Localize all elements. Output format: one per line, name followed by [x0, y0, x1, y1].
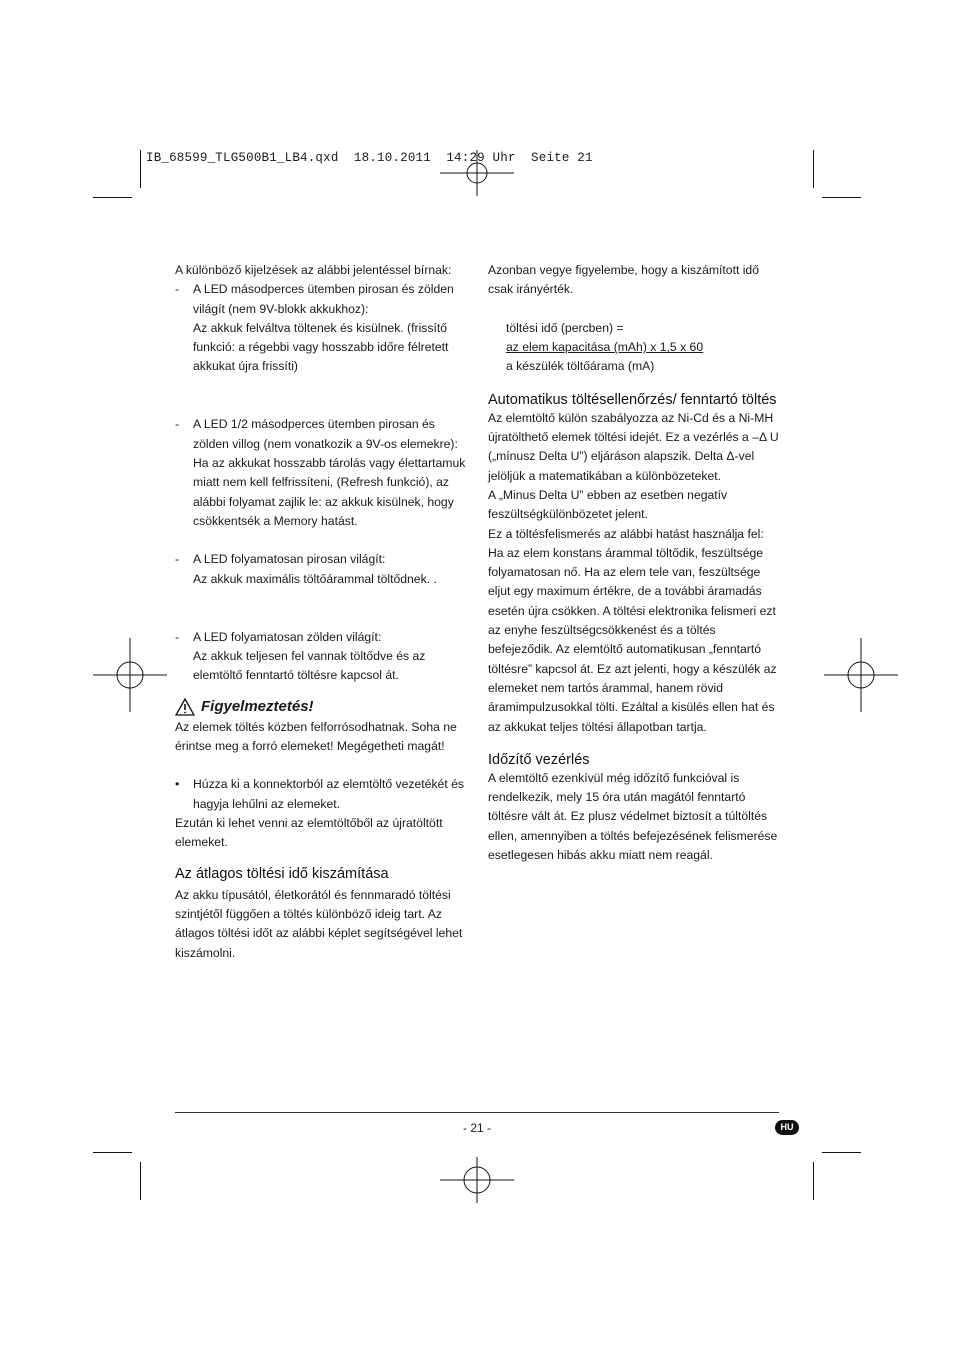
registration-mark-left: [93, 638, 167, 712]
item-title: A LED folyamatosan pirosan világít:: [193, 552, 386, 567]
crop-mark: [813, 1162, 814, 1200]
timer-heading: Időzítő vezérlés: [488, 751, 590, 768]
warning-text: Az elemek töltés közben felforrósodhatnak. Soha ne érintse meg a forró elemeket! Megégetheti magát!: [175, 719, 457, 753]
registration-mark-bottom: [440, 1143, 514, 1217]
auto-text-2: A „Minus Delta U” ebben az esetben negatív feszültségkülönbözetet jelent.: [488, 487, 728, 522]
formula-denominator: a készülék töltőárama (mA): [506, 359, 655, 374]
registration-mark-right: [824, 638, 898, 712]
warning-triangle-icon: [175, 698, 195, 716]
dash-mark: -: [175, 552, 180, 567]
language-badge: HU: [775, 1120, 799, 1135]
registration-mark-top: [440, 136, 514, 210]
crop-mark: [813, 150, 814, 188]
crop-mark: [822, 197, 861, 198]
item-title: A LED folyamatosan zölden világít:: [193, 629, 382, 644]
item-text: Az akkuk maximális töltőárammal töltődnek. .: [193, 571, 437, 586]
bullet-mark: •: [175, 777, 180, 792]
right-column: [488, 261, 780, 865]
formula-label: töltési idő (percben) =: [506, 320, 624, 335]
bullet-text: Húzza ki a konnektorból az elemtöltő vezetékét és hagyja lehűlni az elemeket.: [193, 777, 464, 811]
item-text: Az akkuk felváltva töltenek és kisülnek. (frissítő funkció: a régebbi vagy hosszabb időre félretett akkukat újra frissíti): [193, 320, 449, 374]
crop-mark: [822, 1152, 861, 1153]
formula: [488, 319, 780, 377]
timer-text: A elemtöltő ezenkívül még időzítő funkcióval is rendelkezik, mely 15 óra után magától fenntartó töltésre vált át. Ez plusz védelmet biztosít a túltöltés ellen, amennyiben a töltés befejezésének felismerése esetlegesen hibás akku miatt nem reagál.: [488, 770, 778, 863]
list-item: [175, 550, 467, 589]
item-text: Az akkuk teljesen fel vannak töltődve és az elemtöltő fenntartó töltésre kapcsol át.: [193, 648, 426, 683]
intro-text: A különböző kijelzések az alábbi jelentéssel bírnak:: [175, 263, 452, 277]
item-title: A LED másodperces ütemben pirosan és zölden világít (nem 9V-blokk akkukhoz):: [193, 282, 454, 316]
list-item: [175, 628, 467, 686]
item-title: A LED 1/2 másodperces ütemben pirosan és zölden villog (nem vonatkozik a 9V-os elemekre): Ha az akkukat hosszabb tárolás vagy élettartamuk miatt nem kell felfrissíteni, (Refresh funkció), az alábbi folyamat zajlik le: az akkuk kisülnek, hogy csökkentsék a Memory hatást.: [193, 417, 466, 528]
list-item: [175, 280, 467, 376]
crop-mark: [140, 1162, 141, 1200]
auto-text-1: Az elemtöltő külön szabályozza az Ni-Cd és a Ni-MH újratölthető elemek töltési idejét. Ez a vezérlés a –Δ U („mínusz Delta U”) eljáráson alapszik. Delta Δ-vel jelöljük a matematikában a különbözeteket.: [488, 410, 779, 483]
formula-numerator: az elem kapacitása (mAh) x 1,5 x 60: [506, 340, 704, 355]
warning-title: Figyelmeztetés!: [201, 697, 314, 715]
crop-mark: [93, 197, 132, 198]
dash-mark: -: [175, 629, 180, 644]
bullet-item: [175, 775, 467, 814]
warning-heading: [175, 696, 467, 718]
footer-rule: [175, 1112, 779, 1113]
crop-mark: [93, 1152, 132, 1153]
page-number: - 21 -: [462, 1121, 491, 1135]
dash-mark: -: [175, 417, 180, 432]
estimate-note: Azonban vegye figyelembe, hogy a kiszámított idő csak irányérték.: [488, 263, 759, 297]
file-slug: IB_68599_TLG500B1_LB4.qxd 18.10.2011 14:29 Uhr Seite 21: [146, 151, 593, 165]
list-item: [175, 415, 467, 531]
calc-text: Az akku típusától, életkorától és fennmaradó töltési szintjétől függően a töltés különböző ideig tart. Az átlagos töltési időt az alábbi képlet segítségével lehet kiszámolni.: [175, 887, 463, 960]
calc-heading: Az átlagos töltési idő kiszámítása: [175, 865, 389, 882]
dash-mark: -: [175, 282, 180, 297]
auto-heading: Automatikus töltésellenőrzés/ fenntartó töltés: [488, 391, 777, 408]
left-column: [175, 261, 467, 963]
auto-text-3: Ez a töltésfelismerés az alábbi hatást használja fel: Ha az elem konstans árammal töltődik, feszültsége folyamatosan nő. Ha az elem tele van, feszültsége eljut egy maximum értékre, de a további áramadás esetén újra csökken. A töltési elektronika felismeri ezt az enyhe feszültségcsökkenést és a töltés befejeződik. Az elemtöltő automatikusan „fenntartó töltésre” kapcsol át. Ez azt jelenti, hogy a készülék az elemeket nem tartós árammal, hanem rövid áramimpulzusokkal tölti. Ezáltal a kisülés ellen hat és az akkukat teljes töltési állapotban tartja.: [488, 526, 777, 734]
crop-mark: [140, 150, 141, 188]
after-bullet-text: Ezután ki lehet venni az elemtöltőből az újratöltött elemeket.: [175, 816, 443, 850]
